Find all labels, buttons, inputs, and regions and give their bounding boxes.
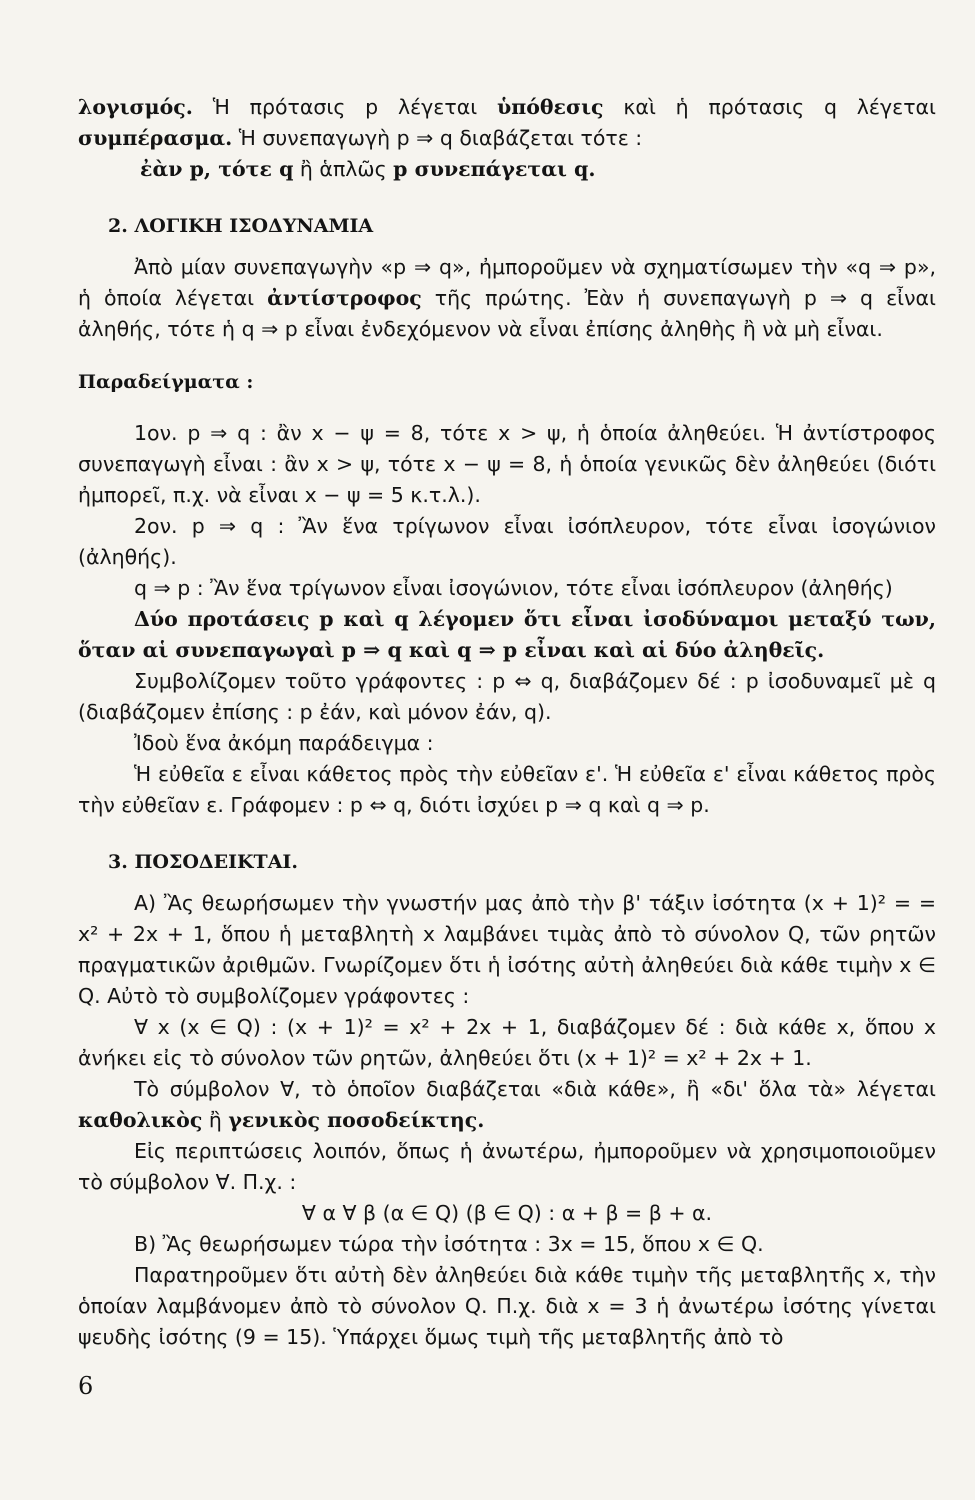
definition-equivalence: Δύο προτάσεις p καὶ q λέγομεν ὅτι εἶναι ἰσοδύναμοι μεταξύ των, ὅταν αἱ συνεπαγωγαὶ p ⇒ q καὶ q ⇒ p εἶναι καὶ αἱ δύο ἀληθεῖς. [78, 607, 936, 662]
text: Ἡ πρότασις p λέγεται [192, 95, 497, 119]
term-general-quantifier: γενικὸς ποσοδείκτης. [228, 1108, 485, 1132]
formula-commutative: ∀ α ∀ β (α ∈ Q) (β ∈ Q) : α + β = β + α. [301, 1201, 713, 1225]
example-perpendicular: Ἡ εὐθεῖα ε εἶναι κάθετος πρὸς τὴν εὐθεῖαν ε'. Ἡ εὐθεῖα ε' εἶναι κάθετος πρὸς τὴν εὐθεῖαν ε. Γράφομεν : p ⇔ q, διότι ἰσχύει p ⇒ q καὶ q ⇒ p. [78, 762, 936, 817]
paragraph-equation: Β) Ἂς θεωρήσωμεν τώρα τὴν ἰσότητα : 3x = 15, ὅπου x ∈ Q. [134, 1232, 764, 1256]
text: Ἡ συνεπαγωγὴ p ⇒ q διαβάζεται τότε : [232, 126, 643, 150]
section-heading-logical-equivalence: 2. ΛΟΓΙΚΗ ΙΣΟΔΥΝΑΜΙΑ [108, 215, 374, 237]
page-number: 6 [78, 1372, 94, 1400]
text: καὶ ἡ πρότασις q λέγεται [603, 95, 936, 119]
text: ἢ [202, 1108, 229, 1132]
example-1: 1ον. p ⇒ q : ἂν x − ψ = 8, τότε x > ψ, ἡ ὁποία ἀληθεύει. Ἡ ἀντίστροφος συνεπαγωγὴ εἶναι : ἂν x > ψ, τότε x − ψ = 8, ἡ ὁποία γενικῶς δὲν ἀληθεύει (διότι ἠμπορεῖ, π.χ. νὰ εἶναι x − ψ = 5 κ.τ.λ.). [78, 421, 936, 507]
page-body [78, 92, 936, 1353]
paragraph-identity: Α) Ἂς θεωρήσωμεν τὴν γνωστήν μας ἀπὸ τὴν β' τάξιν ἰσότητα (x + 1)² = = x² + 2x + 1, ὅπου ἡ μεταβλητὴ x λαμβάνει τιμὰς ἀπὸ τὸ σύνολον Q, τῶν ρητῶν πραγματικῶν ἀριθμῶν. Γνωρίζομεν ὅτι ἡ ἰσότης αὐτὴ ἀληθεύει διὰ κάθε τιμὴν x ∈ Q. Αὐτὸ τὸ συμβολίζομεν γράφοντες : [78, 891, 936, 1008]
reading-rule [140, 154, 936, 185]
text: ἢ ἁπλῶς [293, 157, 394, 181]
term-converse: ἀντίστροφος [267, 286, 422, 310]
term-logismos: λογισμός. [78, 95, 193, 119]
paragraph-symbol: Συμβολίζομεν τοῦτο γράφοντες : p ⇔ q, διαβάζομεν δέ : p ἰσοδυναμεῖ μὲ q (διαβάζομεν ἐπίσης : p ἐάν, καὶ μόνον ἐάν, q). [78, 669, 936, 724]
paragraph-hypothesis [78, 92, 936, 154]
reading-implies: p συνεπάγεται q. [393, 157, 596, 181]
paragraph-usage: Εἰς περιπτώσεις λοιπόν, ὅπως ἡ ἀνωτέρω, ἠμποροῦμεν νὰ χρησιμοποιοῦμεν τὸ σύμβολον ∀. Π.χ. : [78, 1139, 936, 1194]
paragraph-universal-quantifier [78, 1074, 936, 1136]
another-example-intro: Ἰδοὺ ἕνα ἀκόμη παράδειγμα : [134, 731, 434, 755]
text: Τὸ σύμβολον ∀, τὸ ὁποῖον διαβάζεται «διὰ κάθε», ἢ «δι' ὅλα τὰ» λέγεται [134, 1077, 936, 1101]
example-2-converse: q ⇒ p : Ἂν ἕνα τρίγωνον εἶναι ἰσογώνιον, τότε εἶναι ἰσόπλευρον (ἀληθής) [134, 576, 893, 600]
paragraph-forall-statement: ∀ x (x ∈ Q) : (x + 1)² = x² + 2x + 1, διαβάζομεν δέ : διὰ κάθε x, ὅπου x ἀνήκει εἰς τὸ σύνολον τῶν ρητῶν, ἀληθεύει ὅτι (x + 1)² = x² + 2x + 1. [78, 1015, 936, 1070]
examples-heading: Παραδείγματα : [78, 371, 254, 393]
text: Ἀπὸ μίαν συνεπαγωγὴν «p ⇒ q», ἠμποροῦμεν νὰ σχηματίσωμεν τὴν «q ⇒ p», ἡ ὁποία λέγεται [78, 255, 936, 310]
section-heading-quantifiers: 3. ΠΟΣΟΔΕΙΚΤΑΙ. [108, 851, 298, 873]
term-universal: καθολικὸς [78, 1108, 203, 1132]
example-2: 2ον. p ⇒ q : Ἂν ἕνα τρίγωνον εἶναι ἰσόπλευρον, τότε εἶναι ἰσογώνιον (ἀληθής). [78, 514, 936, 569]
reading-if-then: ἐὰν p, τότε q [140, 157, 294, 181]
text: τῆς πρώτης. Ἐὰν ἡ συνεπαγωγὴ p ⇒ q εἶναι ἀληθής, τότε ἡ q ⇒ p εἶναι ἐνδεχόμενον νὰ εἶναι ἐπίσης ἀληθὴς ἢ νὰ μὴ εἶναι. [78, 286, 936, 341]
term-hypothesis: ὑπόθεσις [496, 95, 604, 119]
paragraph-converse [78, 252, 936, 345]
paragraph-observation: Παρατηροῦμεν ὅτι αὐτὴ δὲν ἀληθεύει διὰ κάθε τιμὴν τῆς μεταβλητῆς x, τὴν ὁποίαν λαμβάνομεν ἀπὸ τὸ σύνολον Q. Π.χ. διὰ x = 3 ἡ ἀνωτέρω ἰσότης γίνεται ψευδὴς ἰσότης (9 = 15). Ὑπάρχει ὅμως τιμὴ τῆς μεταβλητῆς ἀπὸ τὸ [78, 1263, 936, 1349]
term-conclusion: συμπέρασμα. [78, 126, 233, 150]
